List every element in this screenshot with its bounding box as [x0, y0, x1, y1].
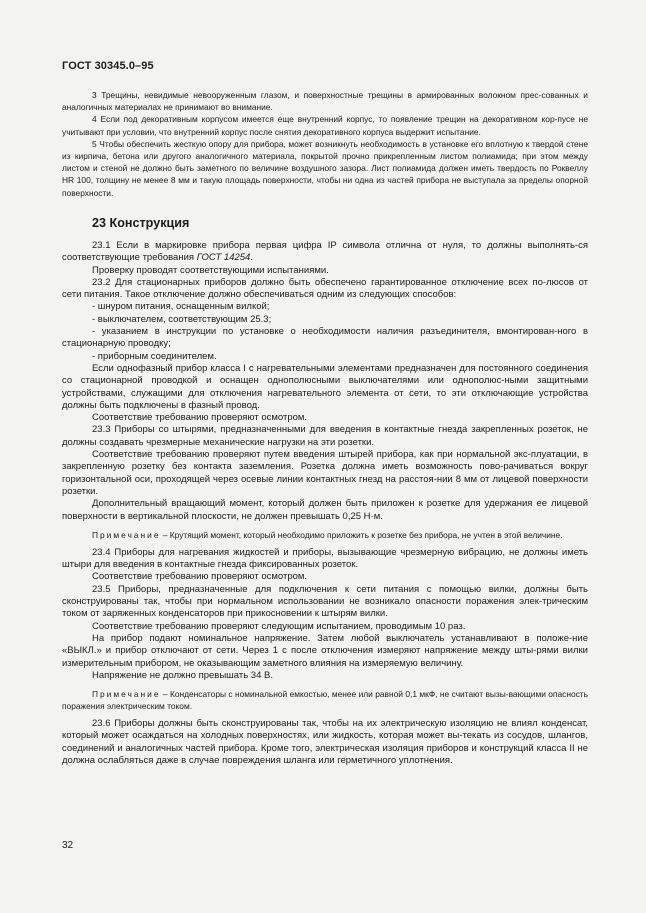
gost-reference: ГОСТ 14254	[196, 252, 251, 264]
note-23-3-text: – Крутящий момент, который необходимо приложить к розетке без прибора, не учтен в этой величине.	[160, 529, 563, 540]
paragraph-23-3-check: Соответствие требованию проверяют путем введения штырей прибора, как при нормальной экс-плуатации, в закрепленную розетку без контакта заземления. Розетка должна иметь возможность пово-рачиваться вокруг горизонтальной оси, проходящей через осевые линии контактных гнезд на расстоя-нии 8 мм от лицевой поверхности розетки.	[62, 449, 588, 497]
list-item: - выключателем, соответствующим 25.3;	[92, 313, 272, 325]
paragraph-23-6: 23.6 Приборы должны быть сконструированы так, чтобы на их электрическую изоляцию не влиял конденсат, который может осаждаться на холодных поверхностях, или жидкость, которая может вы-текать из сосудов, шлангов, соединений и аналогичных частей прибора. Кроме того, электрическая изоляция приборов и конструкций класса II не должна ослабляться даже в случае повреждения шланга или герметичного уплотнения.	[62, 718, 588, 766]
paragraph-23-5-check: Соответствие требованию проверяют следующим испытанием, проводимым 10 раз.	[92, 620, 466, 632]
section-body	[62, 240, 588, 767]
notes-block	[62, 89, 588, 199]
check-inspection: Соответствие требованию проверяют осмотром.	[92, 412, 308, 424]
note-label: Примечание	[92, 529, 161, 540]
paragraph-23-1-check: Проверку проводят соответствующими испытаниями.	[92, 264, 329, 276]
paragraph-23-4: 23.4 Приборы для нагревания жидкостей и приборы, вызывающие чрезмерную вибрацию, не должны иметь штыри для введения в контактные гнезда фиксированных розеток.	[62, 546, 588, 571]
note-4: 4 Если под декоративным корпусом имеется еще внутренний корпус, то появление трещин на декоративном кор-пусе не учитывают при условии, что внутренний корпус после снятия декоративного корпуса выдержит испытание.	[62, 114, 588, 137]
paragraph-23-2-class1: Если однофазный прибор класса I с нагревательными элементами предназначен для постоянного соединения со стационарной проводкой и оснащен однополюсными выключателями или однополюс-ными защитными устройствами, служащими для отключения нагревательного элемента от сети, то эти отключающие устройства должны быть подключены в фазный провод.	[62, 362, 588, 411]
paragraph-23-1-text: 23.1 Если в маркировке прибора первая цифра IP символа отлична от нуля, то должны выполнять-ся соответствующие требования	[62, 240, 588, 264]
list-item: - шнуром питания, оснащенным вилкой;	[92, 301, 270, 313]
note-23-5	[62, 688, 588, 712]
paragraph-23-1-end: .	[250, 252, 253, 264]
paragraph-23-3-torque: Дополнительный вращающий момент, который должен быть приложен к розетке для удержания ее лицевой поверхности в вертикальной плоскости, не должен превышать 0,25 Н·м.	[62, 498, 588, 522]
note-23-5-text: – Конденсаторы с номинальной емкостью, менее или равной 0,1 мкФ, не считают вызы-вающими опасность поражения электрическим током.	[62, 689, 588, 712]
standard-header: ГОСТ 30345.0–95	[62, 60, 154, 72]
paragraph-23-1	[62, 240, 588, 265]
check-inspection: Соответствие требованию проверяют осмотром.	[92, 571, 308, 583]
paragraph-23-3: 23.3 Приборы со штырями, предназначенными для введения в контактные гнезда закрепленных розеток, не должны создавать чрезмерные механические нагрузки на эти розетки.	[62, 424, 588, 448]
note-3: 3 Трещины, невидимые невооруженным глазом, и поверхностные трещины в армированных волокном прес-сованных и аналогичных материалах не принимают во внимание.	[62, 90, 588, 113]
paragraph-23-5-voltage: Напряжение не должно превышать 34 В.	[92, 669, 273, 681]
paragraph-23-5-test: На прибор подают номинальное напряжение. Затем любой выключатель устанавливают в положе-ние «ВЫКЛ.» и прибор отключают от сети. Через 1 с после отключения измеряют напряжение между шты-рями вилки измерительным прибором, не оказывающим заметного влияния на измеряемую величину.	[62, 632, 588, 669]
paragraph-23-5: 23.5 Приборы, предназначенные для подключения к сети питания с помощью вилки, должны быть сконструированы так, чтобы при нормальном использовании не возникало опасности поражения элек-трическим током от заряженных конденсаторов при прикосновении к штырям вилки.	[62, 583, 588, 620]
note-23-3	[62, 529, 588, 541]
section-title: 23 Конструкция	[92, 216, 190, 230]
paragraph-23-2: 23.2 Для стационарных приборов должно быть обеспечено гарантированное отключение всех по-люсов от сети питания. Такое отключение должно обеспечиваться одним из следующих способов:	[62, 276, 588, 301]
page-number: 32	[62, 840, 74, 851]
list-item: - приборным соединителем.	[92, 350, 217, 362]
note-label: Примечание	[92, 689, 161, 700]
list-item: - указанием в инструкции по установке о необходимости наличия разъединителя, вмонтирован-ного в стационарную проводку;	[62, 326, 588, 350]
note-5: 5 Чтобы обеспечить жесткую опору для прибора, может возникнуть необходимость в установке его вплотную к твердой стене из кирпича, бетона или другого аналогичного материала, покрытой прочно прикрепленным листом полиамида; при этом между листом и стеной не должно быть заметного по величине воздушного зазора. Лист полиамида должен иметь твердость по Роквеллу HR 100, толщину не менее 8 мм и такую площадь поверхности, чтобы ни одна из частей прибора не выступала за пределы опорной поверхности.	[62, 138, 588, 198]
